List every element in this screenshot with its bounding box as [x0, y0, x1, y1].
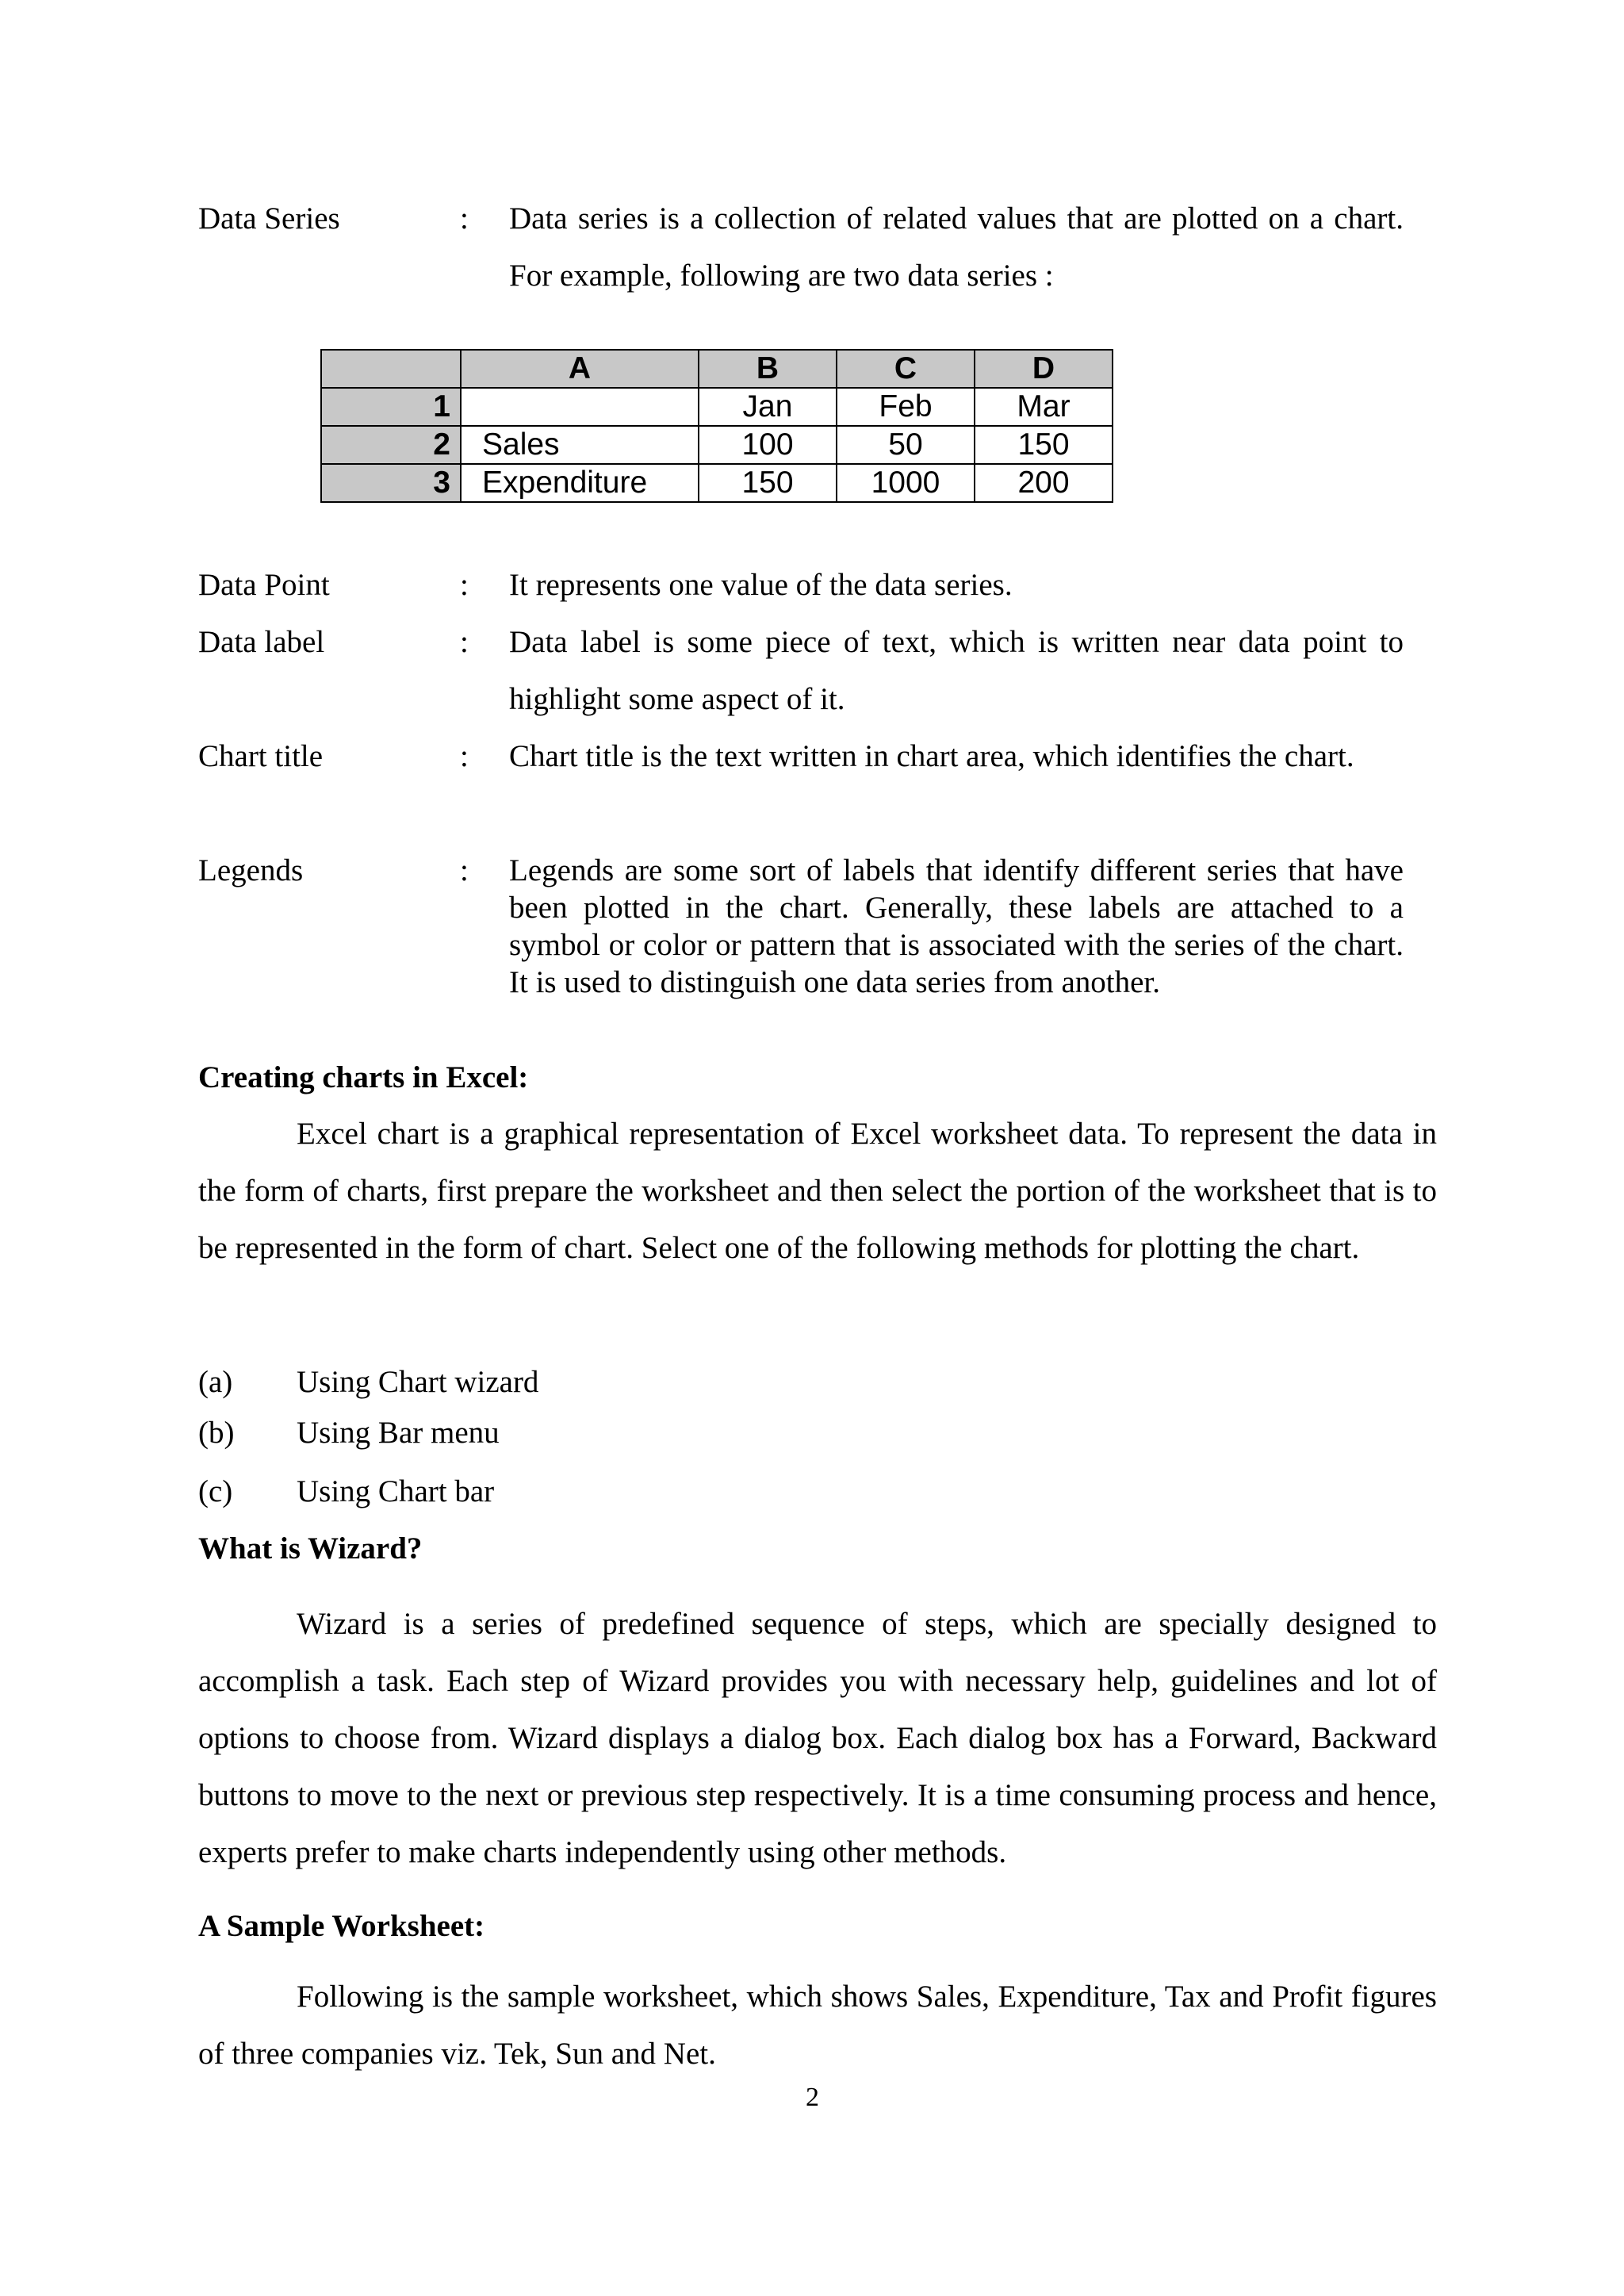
cell: 150 — [699, 464, 837, 502]
page-number: 2 — [806, 2083, 819, 2112]
table-row — [321, 464, 1113, 502]
colon: : — [460, 568, 469, 602]
data-series-table — [320, 349, 1113, 503]
col-header-d: D — [975, 350, 1113, 388]
row-header: 1 — [321, 388, 461, 426]
cell: 100 — [699, 426, 837, 464]
list-marker: (b) — [198, 1416, 235, 1450]
colon: : — [460, 853, 469, 887]
term-data-point: Data Point — [198, 568, 330, 602]
heading-creating-charts: Creating charts in Excel: — [198, 1060, 529, 1094]
list-text: Using Chart wizard — [297, 1365, 539, 1399]
heading-what-is-wizard: What is Wizard? — [198, 1531, 423, 1566]
term-legends: Legends — [198, 853, 304, 887]
cell: Jan — [699, 388, 837, 426]
list-text: Using Chart bar — [297, 1474, 495, 1508]
row-name: Sales — [461, 426, 699, 464]
col-header-c: C — [837, 350, 975, 388]
term-data-series: Data Series — [198, 201, 340, 236]
desc-legends: Legends are some sort of labels that identify different series that have been plotted in the chart. Generally, these labels are attached to a symbol or color or pattern that is associated with the series of the chart. It is used to distinguish one data series from another. — [509, 853, 1404, 999]
row-name — [461, 388, 699, 426]
desc-data-series: Data series is a collection of related values that are plotted on a chart. For example, following are two data series : — [509, 201, 1404, 293]
cell: 150 — [975, 426, 1113, 464]
row-name: Expenditure — [461, 464, 699, 502]
row-header: 3 — [321, 464, 461, 502]
list-item — [198, 1474, 494, 1509]
table-row — [321, 426, 1113, 464]
desc-data-point: It represents one value of the data series. — [509, 568, 1013, 602]
cell: 1000 — [837, 464, 975, 502]
paragraph-wizard: Wizard is a series of predefined sequence of steps, which are specially designed to accomplish a task. Each step of Wizard provides you with necessary help, guidelines and lot of options to choose from. Wizard displays a dialog box. Each dialog box has a Forward, Backward buttons to move to the next or previous step respectively. It is a time consuming process and hence, experts prefer to make charts independently using other methods. — [198, 1607, 1437, 1869]
list-marker: (a) — [198, 1365, 233, 1399]
cell: Mar — [975, 388, 1113, 426]
list-item — [198, 1364, 538, 1400]
desc-data-label: Data label is some piece of text, which is written near data point to highlight some aspect of it. — [509, 625, 1404, 716]
term-data-label: Data label — [198, 625, 325, 659]
cell: Feb — [837, 388, 975, 426]
corner-cell — [321, 350, 461, 388]
cell: 50 — [837, 426, 975, 464]
colon: : — [460, 625, 469, 659]
row-header: 2 — [321, 426, 461, 464]
col-header-b: B — [699, 350, 837, 388]
list-marker: (c) — [198, 1474, 233, 1508]
paragraph-creating-charts: Excel chart is a graphical representation of Excel worksheet data. To represent the data in the form of charts, first prepare the worksheet and then select the portion of the worksheet that is to be represented in the form of chart. Select one of the following methods for plotting the chart. — [198, 1117, 1437, 1265]
colon: : — [460, 739, 469, 773]
list-text: Using Bar menu — [297, 1416, 500, 1450]
colon: : — [460, 201, 469, 236]
table-header-row — [321, 350, 1113, 388]
heading-sample-worksheet: A Sample Worksheet: — [198, 1909, 485, 1943]
table-row — [321, 388, 1113, 426]
paragraph-sample-worksheet: Following is the sample worksheet, which shows Sales, Expenditure, Tax and Profit figures of three companies viz. Tek, Sun and Net. — [198, 1980, 1437, 2071]
cell: 200 — [975, 464, 1113, 502]
list-item — [198, 1415, 500, 1451]
desc-chart-title: Chart title is the text written in chart area, which identifies the chart. — [509, 739, 1354, 773]
col-header-a: A — [461, 350, 699, 388]
term-chart-title: Chart title — [198, 739, 324, 773]
